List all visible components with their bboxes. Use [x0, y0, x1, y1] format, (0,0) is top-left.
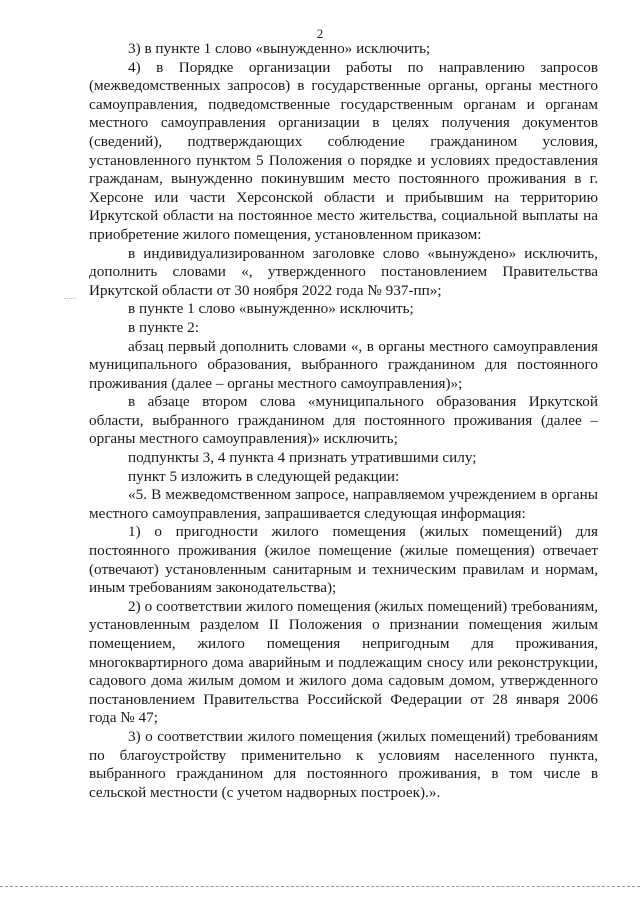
paragraph-point-2-intro: в пункте 2: [128, 318, 199, 336]
paragraph-item-3: 3) в пункте 1 слово «вынужденно» исключить; [128, 40, 431, 57]
paragraph-point-5-text: «5. В межведомственном запросе, направляемом учреждением в органы местного самоуправления, запрашивается следующая информация: [89, 486, 598, 522]
scan-artifact [64, 298, 76, 299]
paragraph-info-3: 3) о соответствии жилого помещения (жилых помещений) требованиям по благоустройству применительно к условиям населенного пункта, выбранного гражданином для постоянного проживания, в том числе в сельской местности (с учетом надворных построек).». [89, 727, 598, 801]
paragraph-point-5-intro: пункт 5 изложить в следующей редакции: [128, 467, 400, 485]
bottom-border-line [0, 886, 640, 887]
paragraph-second-abzac: в абзаце втором слова «муниципального образования Иркутской области, выбранного гражданином для постоянного проживания (далее – органы местного самоуправления)» исключить; [89, 393, 598, 448]
paragraph-first-abzac: абзац первый дополнить словами «, в органы местного самоуправления муниципального образования, выбранного гражданином для постоянного проживания (далее – органы местного самоуправления)»; [89, 337, 598, 392]
paragraph-info-1: 1) о пригодности жилого помещения (жилых помещений) для постоянного проживания (жилое помещение (жилые помещения) отвечает (отвечают) установленным санитарным и техническим правилам и нормам, иным требованиям законодательства); [89, 523, 598, 597]
paragraph-subpoints-void: подпункты 3, 4 пункта 4 признать утратившими силу; [128, 449, 477, 467]
paragraph-point-1: в пункте 1 слово «вынужденно» исключить; [128, 300, 414, 318]
paragraph-info-2: 2) о соответствии жилого помещения (жилых помещений) требованиям, установленным разделом II Положения о признании помещения жилым помещением, жилого помещения непригодным для проживания, многоквартирного дома аварийным и подлежащим сносу или реконструкции, садового дома жилым домом и жилого дома садовым домом, утвержденного постановлением Правительства Российской Федерации от 28 января 2006 года № 47; [89, 597, 598, 727]
page-number: 2 [316, 26, 324, 41]
paragraph-title-amendment: в индивидуализированном заголовке слово «вынуждено» исключить, дополнить словами «, утвержденного постановлением Правительства Иркутской области от 30 ноября 2022 года № 937-пп»; [89, 244, 598, 299]
paragraph-item-4: 4) в Порядке организации работы по направлению запросов (межведомственных запросов) в государственные органы, органы местного самоуправления, подведомственные государственным органам и органам местного самоуправления организации в целях получения документов (сведений), подтверждающих соблюдение гражданином условия, установленного пунктом 5 Положения о порядке и условиях предоставления гражданам, вынужденно покинувшим место постоянного проживания в г. Херсоне или части Херсонской области и прибывшим на территорию Иркутской области на постоянное место жительства, социальной выплаты на приобретение жилого помещения, установленном приказом: [89, 58, 598, 243]
document-body [89, 40, 598, 802]
